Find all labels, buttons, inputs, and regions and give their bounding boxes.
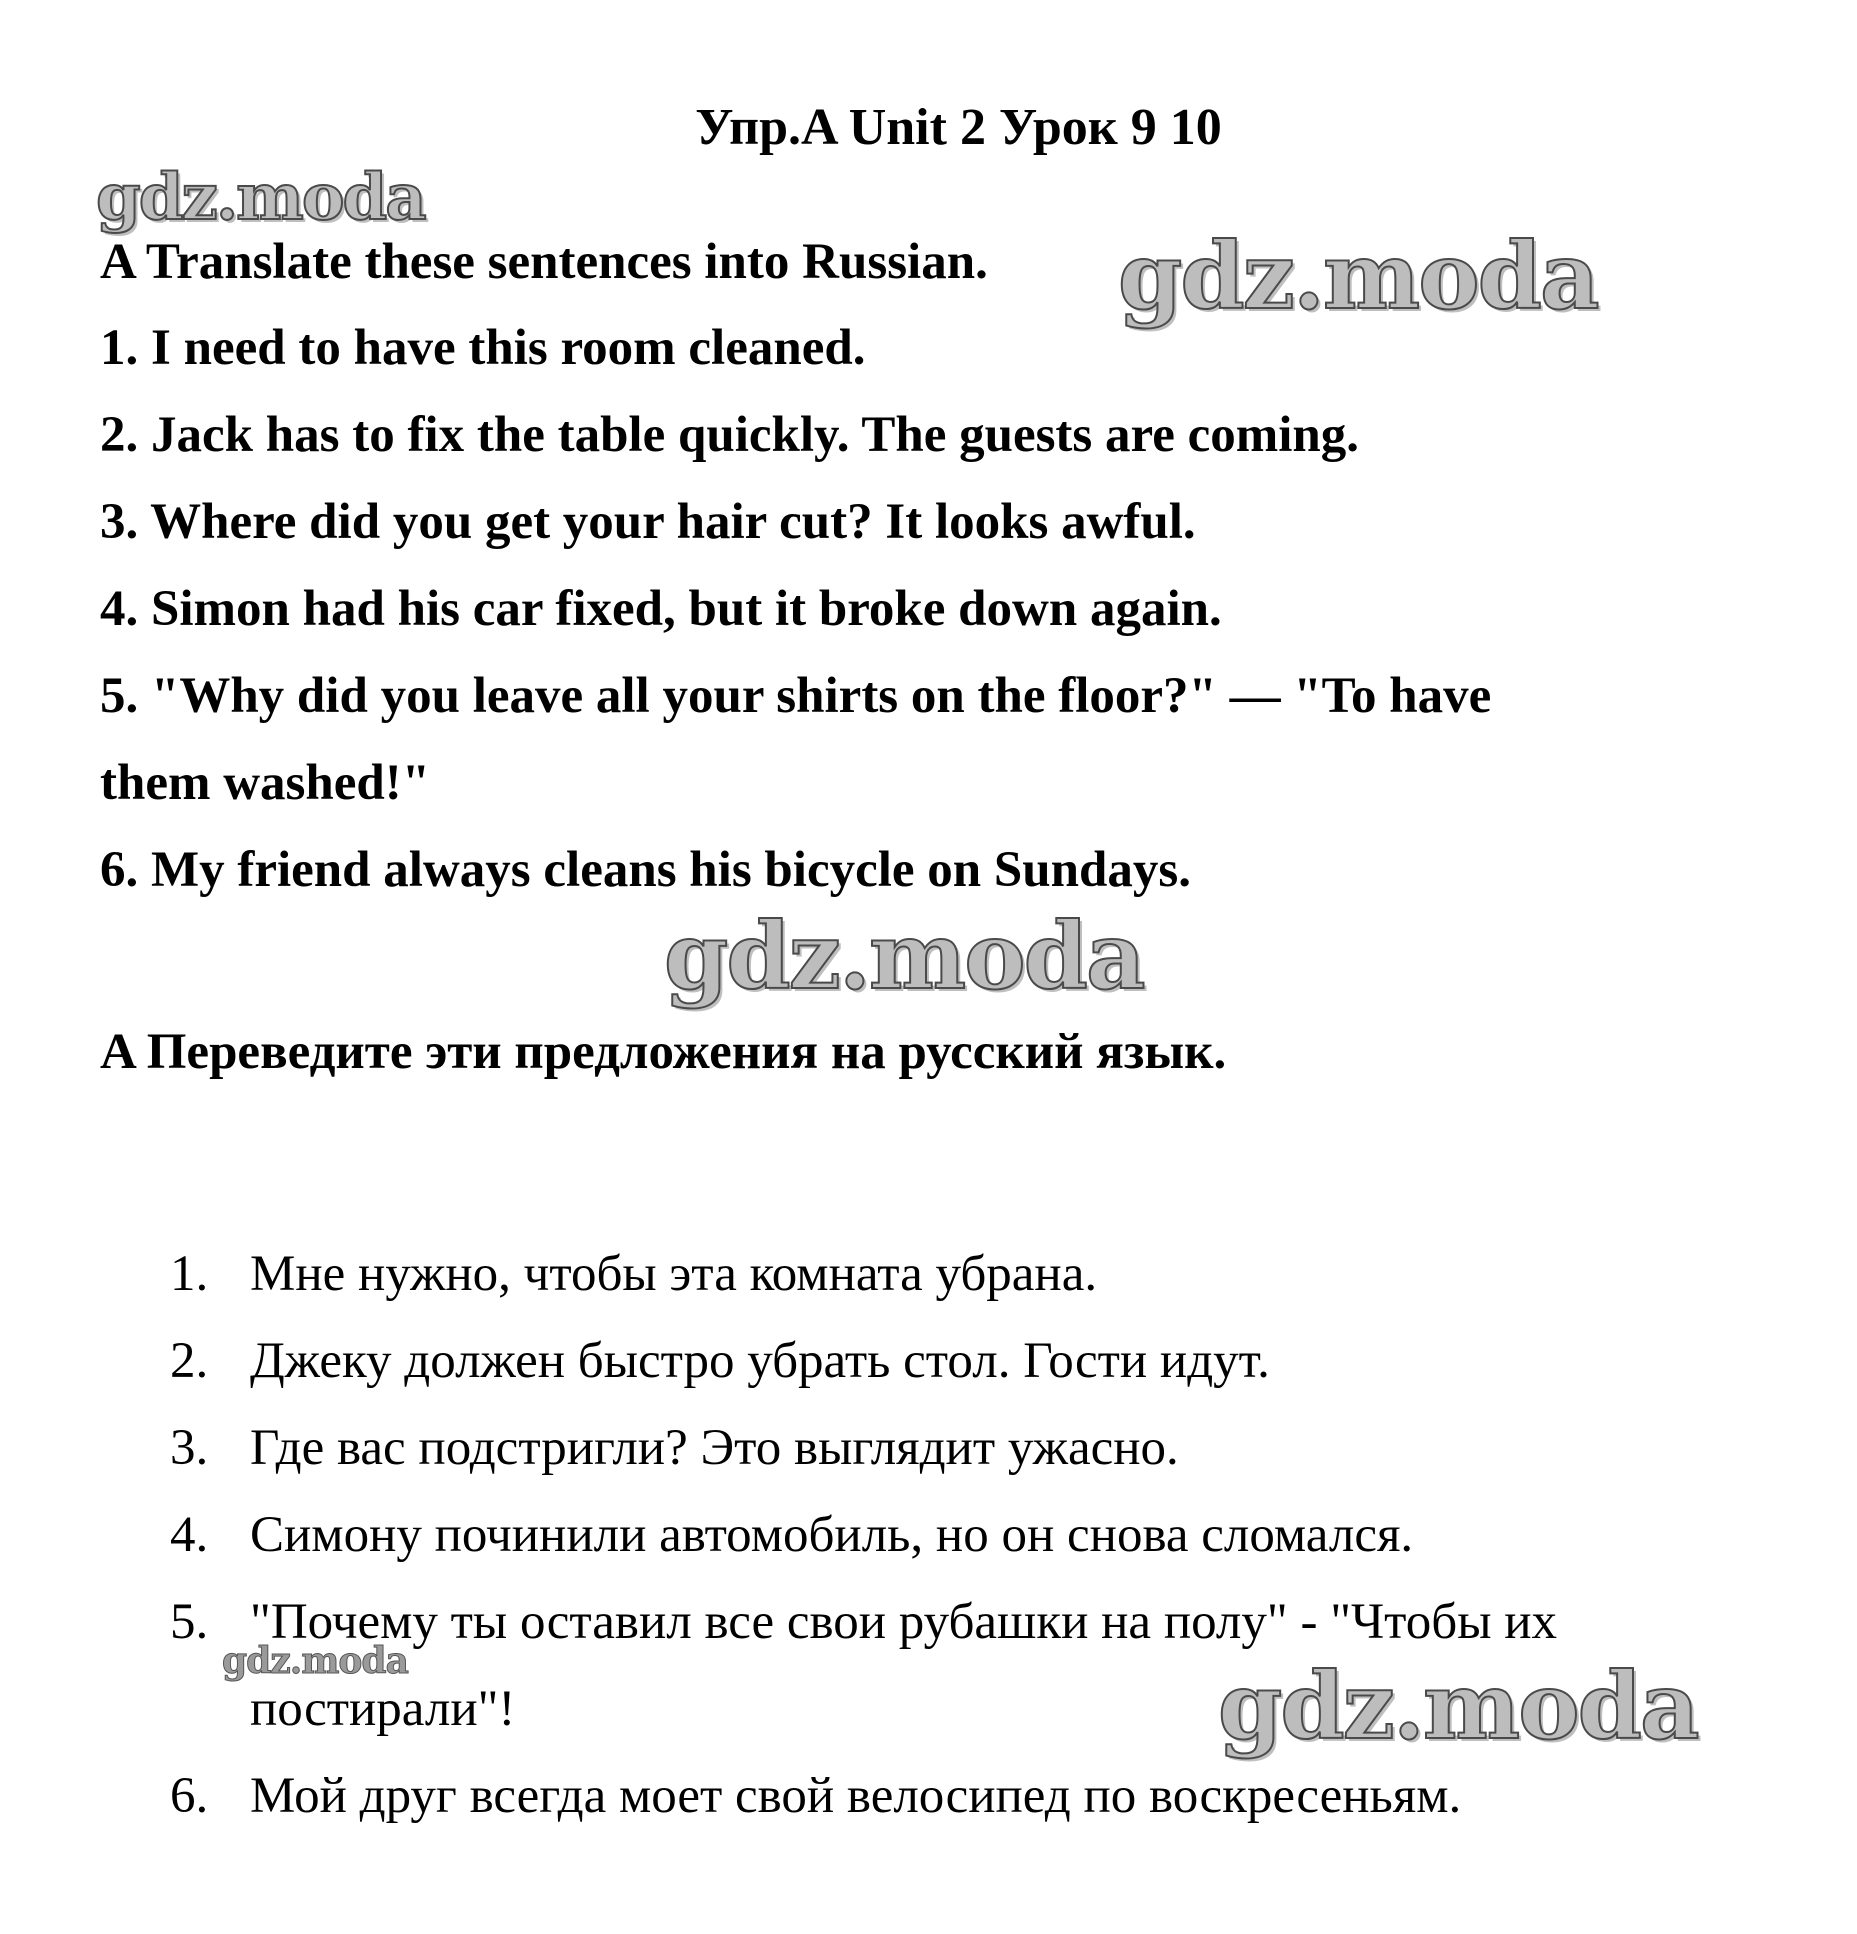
- item-number: 4.: [170, 1507, 209, 1563]
- translation-item: [170, 1766, 1461, 1826]
- item-number: 1.: [170, 1246, 209, 1302]
- watermark: gdz.moda: [96, 160, 425, 235]
- watermark: gdz.moda: [1118, 222, 1598, 330]
- sentence-en-1: 1. I need to have this room cleaned.: [100, 320, 866, 376]
- sentence-en-2: 2. Jack has to fix the table quickly. The guests are coming.: [100, 407, 1360, 463]
- item-text: Где вас подстригли? Это выглядит ужасно.: [250, 1420, 1179, 1476]
- item-text-cont: постирали"!: [250, 1681, 516, 1737]
- task-heading-ru: A Переведите эти предложения на русский язык.: [100, 1024, 1227, 1080]
- task-heading-en: A Translate these sentences into Russian.: [100, 234, 988, 290]
- item-text: Мне нужно, чтобы эта комната убрана.: [250, 1246, 1098, 1302]
- watermark: gdz.moda: [222, 1640, 408, 1682]
- translation-item: [170, 1244, 1097, 1304]
- watermark: gdz.moda: [664, 902, 1144, 1010]
- item-text: "Почему ты оставил все свои рубашки на полу" - "Чтобы их: [250, 1594, 1558, 1650]
- translation-item: [170, 1331, 1270, 1391]
- sentence-en-5: 5. "Why did you leave all your shirts on the floor?" — "To have: [100, 668, 1492, 724]
- item-number: 2.: [170, 1333, 209, 1389]
- item-number: 6.: [170, 1768, 209, 1824]
- sentence-en-6: 6. My friend always cleans his bicycle on Sundays.: [100, 842, 1191, 898]
- item-number: 5.: [170, 1594, 209, 1650]
- item-text: Мой друг всегда моет свой велосипед по воскресеньям.: [250, 1768, 1462, 1824]
- item-text: Симону починили автомобиль, но он снова сломался.: [250, 1507, 1414, 1563]
- sentence-en-3: 3. Where did you get your hair cut? It looks awful.: [100, 494, 1196, 550]
- page-title: Упр.A Unit 2 Урок 9 10: [695, 99, 1222, 156]
- item-text: Джеку должен быстро убрать стол. Гости идут.: [250, 1333, 1270, 1389]
- sentence-en-5-cont: them washed!": [100, 755, 431, 811]
- item-number: 3.: [170, 1420, 209, 1476]
- sentence-en-4: 4. Simon had his car fixed, but it broke down again.: [100, 581, 1222, 637]
- watermark: gdz.moda: [1218, 1652, 1698, 1760]
- translation-item: [170, 1505, 1413, 1565]
- translation-item: [170, 1418, 1179, 1478]
